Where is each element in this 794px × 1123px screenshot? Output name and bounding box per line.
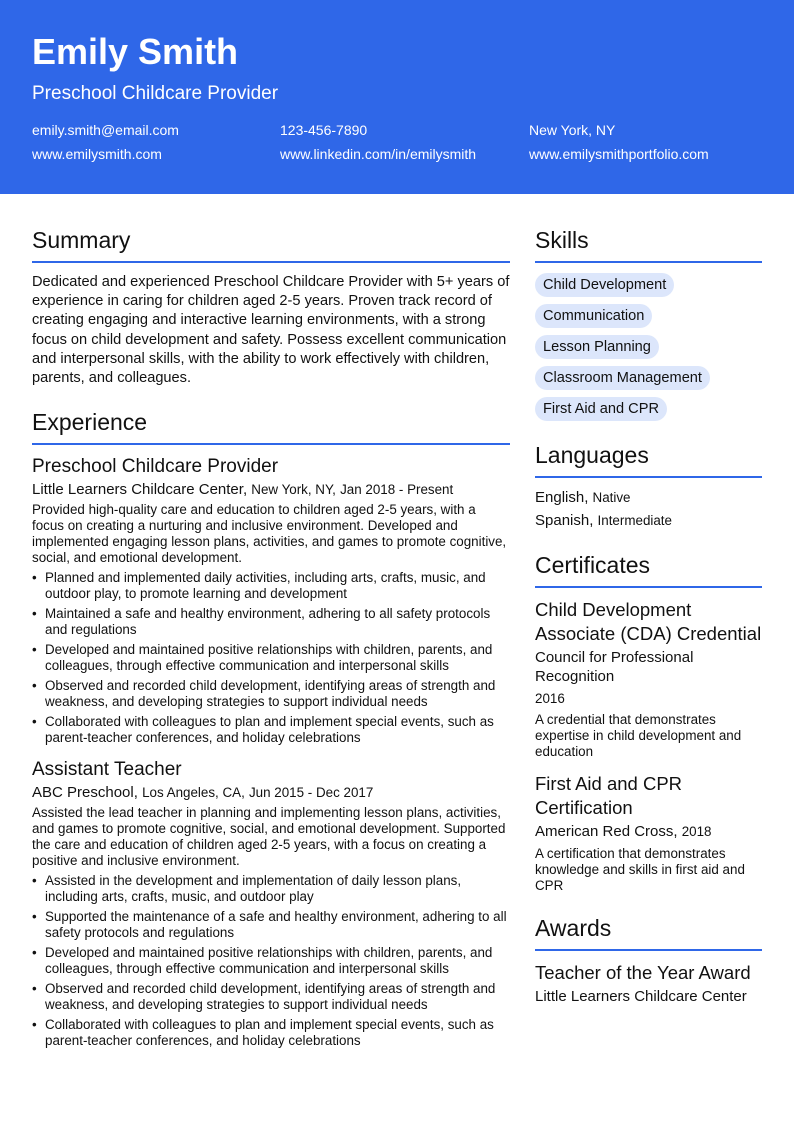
main-column [32, 226, 510, 1053]
website-link[interactable]: www.emilysmith.com [32, 146, 162, 162]
certificate-year: 2018 [681, 824, 712, 839]
job-location: New York, NY, [251, 482, 336, 498]
job-bullet: • Supported the maintenance of a safe and healthy environment, adhering to all safety protocols and regulations [32, 909, 510, 941]
skill-chip: Lesson Planning [535, 335, 659, 359]
job-bullet: • Developed and maintained positive relationships with children, parents, and colleagues, through effective communication and interpersonal skills [32, 945, 510, 977]
job-description: Provided high-quality care and education to children aged 2-5 years, with a focus on creating a nurturing and inclusive environment. Developed and implemented engaging lesson plans, activities, and games to promote cognitive, social, and emotional development. [32, 502, 507, 566]
phone-number: 123-456-7890 [280, 122, 368, 138]
job-bullet: • Observed and recorded child development, identifying areas of strength and weakness, and developing strategies to support individual needs [32, 678, 510, 710]
skill-chip: Communication [535, 304, 652, 328]
certificate-title: First Aid and CPR Certification [535, 773, 683, 818]
experience-entry [32, 758, 510, 1049]
skill-chip: First Aid and CPR [535, 397, 667, 421]
summary-heading: Summary [32, 226, 510, 263]
experience-heading: Experience [32, 408, 510, 445]
summary-text: Dedicated and experienced Preschool Childcare Provider with 5+ years of experience in caring for children aged 2-5 years. Proven track record of creating engaging and interactive learning environments, with a strong focus on child development and safety. Possess excellent communication and interpersonal skills, with the ability to work effectively with children, parents, and colleagues. [32, 274, 510, 387]
certificate-description: A certification that demonstrates knowledge and skills in first aid and CPR [535, 846, 745, 893]
skill-list [535, 273, 762, 421]
job-meta [32, 480, 510, 500]
job-bullet: • Maintained a safe and healthy environment, adhering to all safety protocols and regulations [32, 606, 510, 638]
certificate-entry [535, 772, 762, 894]
job-bullet: • Observed and recorded child development, identifying areas of strength and weakness, and developing strategies to support individual needs [32, 981, 510, 1013]
certificate-year: 2016 [535, 691, 565, 706]
award-entry [535, 961, 762, 1006]
experience-entry [32, 455, 510, 746]
skill-chip: Child Development [535, 273, 674, 297]
job-bullet: • Collaborated with colleagues to plan and implement special events, such as parent-teacher conferences, and holiday celebrations [32, 1017, 510, 1049]
job-company: Little Learners Childcare Center, [32, 481, 248, 499]
certificate-description: A credential that demonstrates expertise in child development and education [535, 712, 742, 759]
resume-header [0, 0, 794, 194]
certificate-org: Council for Professional Recognition [535, 649, 694, 685]
award-org: Little Learners Childcare Center [535, 988, 747, 1005]
language-name: English, [535, 489, 589, 506]
job-title: Preschool Childcare Provider [32, 456, 279, 478]
job-bullets [32, 873, 510, 1049]
job-bullet: • Collaborated with colleagues to plan and implement special events, such as parent-teacher conferences, and holiday celebrations [32, 714, 510, 746]
email-link[interactable]: emily.smith@email.com [32, 122, 179, 138]
certificate-meta [535, 822, 762, 841]
job-bullet: • Developed and maintained positive relationships with children, parents, and colleagues, through effective communication and interpersonal skills [32, 642, 510, 674]
job-description: Assisted the lead teacher in planning and implementing lesson plans, activities, and games to promote cognitive, social, and emotional development. Supported the care and education of children aged 2-5 years, with a focus on creating a positive and inclusive environment. [32, 805, 506, 869]
certificate-org: American Red Cross, [535, 823, 678, 840]
awards-heading: Awards [535, 914, 762, 951]
job-dates: Jan 2018 - Present [340, 482, 454, 498]
job-bullet: • Planned and implemented daily activities, including arts, crafts, music, and outdoor play, to promote learning and development [32, 570, 510, 602]
language-level: Native [592, 490, 631, 505]
candidate-title: Preschool Childcare Provider [32, 83, 279, 104]
certificate-entry [535, 598, 762, 760]
candidate-name: Emily Smith [32, 31, 239, 72]
linkedin-link[interactable]: www.linkedin.com/in/emilysmith [280, 146, 477, 162]
language-name: Spanish, [535, 512, 594, 529]
job-bullet: • Assisted in the development and implementation of daily lesson plans, including arts, crafts, music, and outdoor play [32, 873, 510, 905]
portfolio-link[interactable]: www.emilysmithportfolio.com [529, 146, 709, 162]
language-level: Intermediate [597, 513, 672, 528]
job-location: Los Angeles, CA, [142, 785, 245, 801]
certificates-heading: Certificates [535, 551, 762, 588]
certificate-list [535, 598, 762, 894]
job-title: Assistant Teacher [32, 759, 182, 781]
job-bullets [32, 570, 510, 746]
language-item [535, 488, 762, 508]
languages-heading: Languages [535, 441, 762, 478]
language-item [535, 511, 762, 531]
job-dates: Jun 2015 - Dec 2017 [248, 785, 374, 801]
job-meta [32, 783, 510, 803]
job-company: ABC Preschool, [32, 784, 138, 802]
skills-heading: Skills [535, 226, 762, 263]
award-title: Teacher of the Year Award [535, 962, 751, 983]
location-text: New York, NY [529, 122, 616, 138]
language-list [535, 488, 762, 531]
award-list [535, 961, 762, 1006]
certificate-title: Child Development Associate (CDA) Credential [535, 599, 762, 644]
skill-chip: Classroom Management [535, 366, 710, 390]
sidebar-column [535, 226, 762, 1006]
